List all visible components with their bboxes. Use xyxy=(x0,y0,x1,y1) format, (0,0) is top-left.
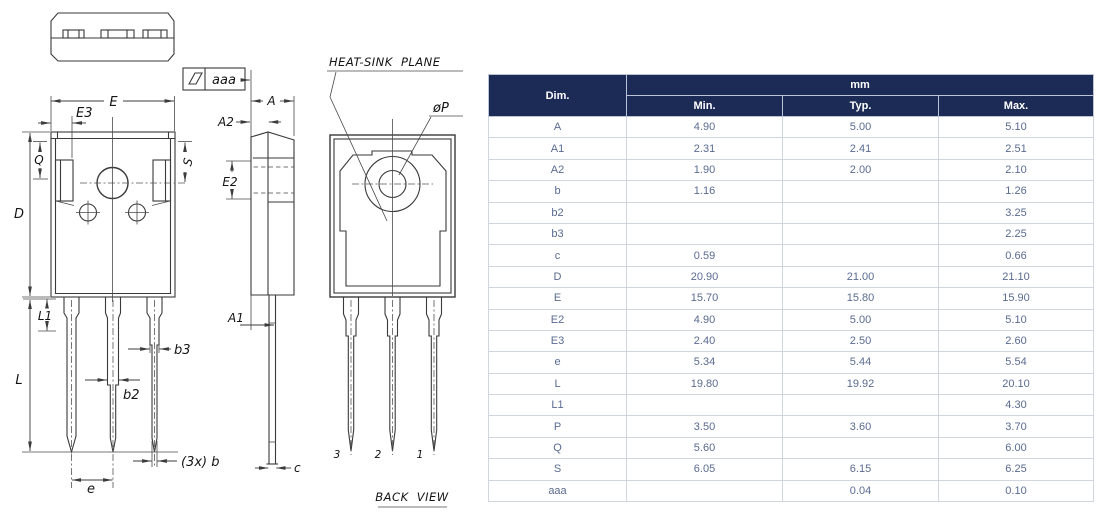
min-column-header: Min. xyxy=(627,96,783,117)
table-row xyxy=(489,159,1094,180)
dim-cell: E xyxy=(489,288,627,309)
min-cell: 3.50 xyxy=(627,416,783,437)
svg-text:Q: Q xyxy=(34,153,44,167)
table-row xyxy=(489,373,1094,394)
typ-cell: 19.92 xyxy=(783,373,939,394)
back-view-caption xyxy=(375,490,449,507)
typ-cell: 6.15 xyxy=(783,459,939,480)
typ-cell: 5.00 xyxy=(783,117,939,138)
max-cell: 15.90 xyxy=(939,288,1094,309)
dim-cell: A2 xyxy=(489,159,627,180)
typ-cell xyxy=(783,437,939,458)
table-row xyxy=(489,309,1094,330)
typ-cell xyxy=(783,245,939,266)
svg-text:E: E xyxy=(109,95,118,110)
max-cell: 1.26 xyxy=(939,181,1094,202)
dim-cell: c xyxy=(489,245,627,266)
svg-text:e: e xyxy=(87,482,95,497)
table-row xyxy=(489,245,1094,266)
min-cell xyxy=(627,480,783,501)
flatness-tolerance-label: aaa xyxy=(212,73,236,88)
unit-header: mm xyxy=(627,75,1094,96)
typ-cell: 2.00 xyxy=(783,159,939,180)
svg-text:L1: L1 xyxy=(37,309,53,323)
dim-cell: E3 xyxy=(489,330,627,351)
typ-cell: 5.44 xyxy=(783,352,939,373)
min-cell: 5.34 xyxy=(627,352,783,373)
dim-L1 xyxy=(23,299,56,331)
pad-hole-right xyxy=(125,201,149,225)
min-cell xyxy=(627,202,783,223)
max-cell: 2.60 xyxy=(939,330,1094,351)
max-cell: 0.10 xyxy=(939,480,1094,501)
dim-cell: e xyxy=(489,352,627,373)
dim-column-header: Dim. xyxy=(489,75,627,117)
max-cell: 2.51 xyxy=(939,138,1094,159)
hole-diameter-callout xyxy=(399,101,463,175)
max-cell: 5.10 xyxy=(939,117,1094,138)
svg-text:(3x) b: (3x) b xyxy=(181,455,220,470)
front-leads xyxy=(64,297,162,488)
table-row xyxy=(489,437,1094,458)
table-row xyxy=(489,288,1094,309)
table-row xyxy=(489,266,1094,287)
typ-cell xyxy=(783,202,939,223)
svg-text:D: D xyxy=(13,207,25,222)
min-cell: 2.40 xyxy=(627,330,783,351)
table-row xyxy=(489,202,1094,223)
svg-text:E3: E3 xyxy=(76,106,93,121)
svg-text:A2: A2 xyxy=(218,115,234,129)
table-row xyxy=(489,352,1094,373)
dim-E2 xyxy=(222,161,251,199)
package-3d-view xyxy=(51,13,174,61)
table-row xyxy=(489,480,1094,501)
heat-sink-pad-outline xyxy=(340,151,446,286)
left-notch xyxy=(56,160,75,206)
svg-text:HEAT-SINK PLANE: HEAT-SINK PLANE xyxy=(329,55,441,69)
dim-cell: A1 xyxy=(489,138,627,159)
dim-S xyxy=(178,142,196,183)
svg-text:A: A xyxy=(267,94,276,108)
min-cell: 20.90 xyxy=(627,266,783,287)
typ-cell xyxy=(783,223,939,244)
typ-cell: 0.04 xyxy=(783,480,939,501)
typ-cell: 5.00 xyxy=(783,309,939,330)
dim-cell: S xyxy=(489,459,627,480)
svg-text:b2: b2 xyxy=(123,388,140,403)
dim-cell: L xyxy=(489,373,627,394)
table-row xyxy=(489,395,1094,416)
side-view xyxy=(217,70,301,475)
table-row xyxy=(489,459,1094,480)
back-leads xyxy=(344,297,442,455)
max-cell: 6.25 xyxy=(939,459,1094,480)
max-cell: 4.30 xyxy=(939,395,1094,416)
dim-cell: P xyxy=(489,416,627,437)
dim-cell: aaa xyxy=(489,480,627,501)
min-cell: 19.80 xyxy=(627,373,783,394)
max-cell: 0.66 xyxy=(939,245,1094,266)
typ-cell xyxy=(783,181,939,202)
min-cell: 5.60 xyxy=(627,437,783,458)
dim-b xyxy=(133,441,220,470)
max-cell: 5.10 xyxy=(939,309,1094,330)
svg-text:L: L xyxy=(15,373,23,388)
dim-cell: A xyxy=(489,117,627,138)
typ-cell xyxy=(783,395,939,416)
dim-b2 xyxy=(85,380,140,403)
dim-D xyxy=(14,132,50,297)
flatness-symbol-icon xyxy=(189,73,202,84)
dim-cell: Q xyxy=(489,437,627,458)
min-cell: 2.31 xyxy=(627,138,783,159)
typ-cell: 15.80 xyxy=(783,288,939,309)
pin-1-label: 1 xyxy=(416,449,424,461)
dim-cell: L1 xyxy=(489,395,627,416)
dim-cell: D xyxy=(489,266,627,287)
dim-cell: b2 xyxy=(489,202,627,223)
typ-cell: 3.60 xyxy=(783,416,939,437)
pin-3-label: 3 xyxy=(333,449,341,461)
dim-cell: b3 xyxy=(489,223,627,244)
min-cell: 0.59 xyxy=(627,245,783,266)
table-row xyxy=(489,138,1094,159)
dim-b3 xyxy=(128,343,191,358)
typ-cell: 21.00 xyxy=(783,266,939,287)
table-row xyxy=(489,117,1094,138)
min-cell: 1.16 xyxy=(627,181,783,202)
min-cell: 15.70 xyxy=(627,288,783,309)
dimensions-table xyxy=(488,74,1094,502)
dim-c xyxy=(255,461,301,475)
min-cell xyxy=(627,395,783,416)
table-row xyxy=(489,223,1094,244)
min-cell: 4.90 xyxy=(627,309,783,330)
max-cell: 2.10 xyxy=(939,159,1094,180)
heat-sink-plane-callout xyxy=(327,55,463,221)
table-row xyxy=(489,416,1094,437)
svg-text:E2: E2 xyxy=(222,175,238,189)
svg-text:c: c xyxy=(294,461,301,475)
max-cell: 2.25 xyxy=(939,223,1094,244)
svg-text:S: S xyxy=(180,156,196,168)
dim-A2 xyxy=(217,115,281,129)
min-cell: 4.90 xyxy=(627,117,783,138)
min-cell: 6.05 xyxy=(627,459,783,480)
min-cell xyxy=(627,223,783,244)
table-row xyxy=(489,330,1094,351)
typ-column-header: Typ. xyxy=(783,96,939,117)
back-view xyxy=(327,55,463,507)
max-cell: 3.25 xyxy=(939,202,1094,223)
svg-text:b3: b3 xyxy=(174,343,191,358)
flatness-callout xyxy=(183,68,250,90)
dim-A xyxy=(252,94,295,136)
dim-cell: E2 xyxy=(489,309,627,330)
min-cell: 1.90 xyxy=(627,159,783,180)
lead-stubs xyxy=(63,30,167,38)
max-cell: 20.10 xyxy=(939,373,1094,394)
table-header xyxy=(489,75,1094,117)
svg-text:BACK VIEW: BACK VIEW xyxy=(375,490,449,504)
dim-e xyxy=(72,480,113,497)
dim-Q xyxy=(33,142,48,180)
dim-cell: b xyxy=(489,181,627,202)
dim-A1 xyxy=(227,311,274,325)
typ-cell: 2.41 xyxy=(783,138,939,159)
svg-text:øP: øP xyxy=(433,101,449,116)
max-cell: 5.54 xyxy=(939,352,1094,373)
package-drawing xyxy=(0,0,488,524)
svg-text:A1: A1 xyxy=(228,311,244,325)
side-lead xyxy=(267,295,278,464)
max-cell: 3.70 xyxy=(939,416,1094,437)
pin-2-label: 2 xyxy=(374,449,382,461)
table-row xyxy=(489,181,1094,202)
max-cell: 21.10 xyxy=(939,266,1094,287)
max-cell: 6.00 xyxy=(939,437,1094,458)
max-column-header: Max. xyxy=(939,96,1094,117)
typ-cell: 2.50 xyxy=(783,330,939,351)
pad-hole-left xyxy=(76,201,100,225)
front-view xyxy=(14,95,220,497)
